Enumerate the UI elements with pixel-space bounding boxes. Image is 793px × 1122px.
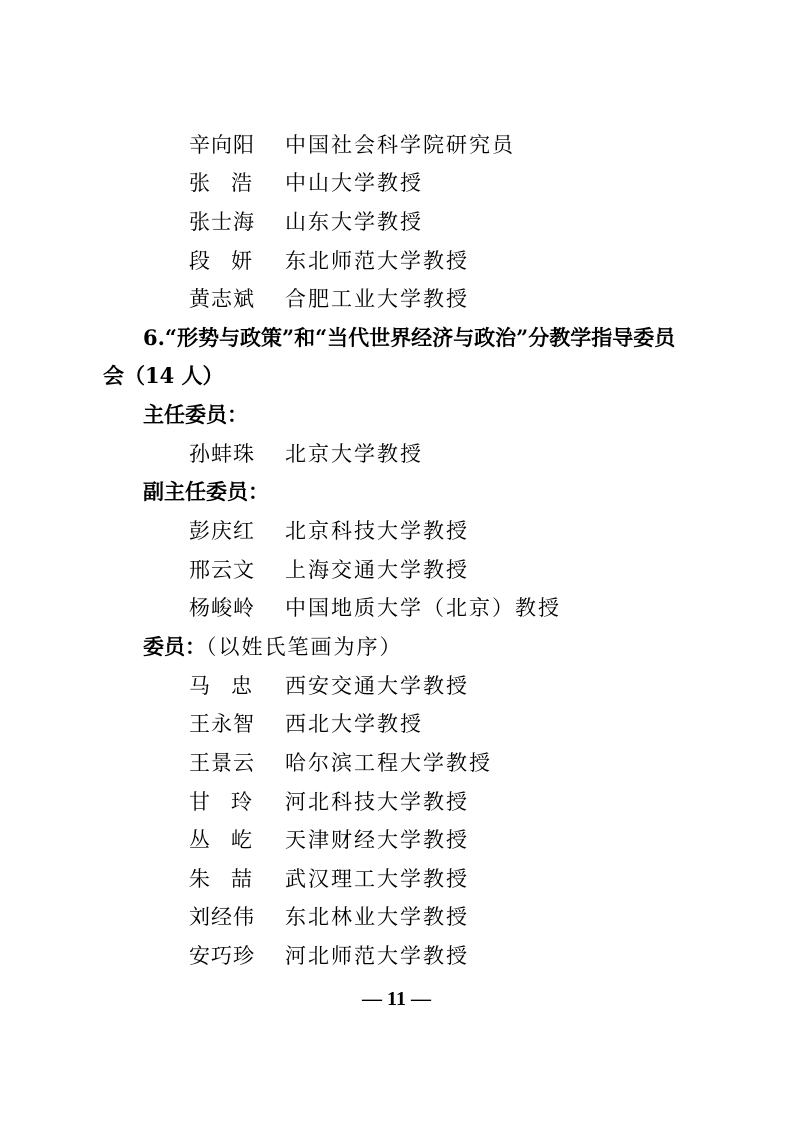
- member-row: [0, 938, 793, 974]
- member-row: [0, 590, 793, 626]
- member-name-char: 玲: [231, 790, 252, 814]
- member-name: 杨峻岭: [189, 596, 255, 620]
- member-name: 辛向阳: [189, 133, 255, 157]
- member-name-char: 张: [189, 171, 210, 195]
- member-name-char: 忠: [231, 674, 252, 698]
- member-title: 北京科技大学教授: [285, 519, 469, 543]
- member-title: 中国地质大学（北京）教授: [285, 596, 561, 620]
- member-name-char: 甘: [189, 790, 210, 814]
- member-title: 东北林业大学教授: [285, 905, 469, 929]
- member-title: 东北师范大学教授: [285, 249, 469, 273]
- member-name: 安巧珍: [189, 944, 255, 968]
- member-title: 天津财经大学教授: [285, 828, 469, 852]
- member-name-char: 喆: [231, 867, 252, 891]
- member-row: [0, 436, 793, 472]
- director-label: 主任委员：: [143, 402, 248, 427]
- member-name-char: 马: [189, 674, 210, 698]
- deputy-label: 副主任委员：: [143, 479, 269, 504]
- member-name-char: 屹: [231, 828, 252, 852]
- member-name-char: 妍: [231, 249, 252, 273]
- member-row: [0, 204, 793, 240]
- committee-note: （以姓氏笔画为序）: [206, 635, 403, 659]
- page-number: — 11 —: [362, 988, 431, 1010]
- member-name-char: 朱: [189, 867, 210, 891]
- member-title: 中国社会科学院研究员: [285, 133, 515, 157]
- section-heading-line-1: 6.“形势与政策”和“当代世界经济与政治”分教学指导委员: [143, 325, 676, 350]
- member-name: 孙蚌珠: [189, 442, 255, 466]
- section-heading-line-2: 会（14 人）: [103, 363, 224, 388]
- committee-label: 委员：: [143, 634, 206, 659]
- member-title: 中山大学教授: [285, 171, 423, 195]
- member-title: 西安交通大学教授: [285, 674, 469, 698]
- member-row: [0, 165, 793, 201]
- member-title: 山东大学教授: [285, 210, 423, 234]
- member-name: 张士海: [189, 210, 255, 234]
- member-name-char: 浩: [231, 171, 252, 195]
- member-row: [0, 706, 793, 742]
- member-row: [0, 281, 793, 317]
- member-row: [0, 745, 793, 781]
- member-name: 黄志斌: [189, 287, 255, 311]
- member-title: 合肥工业大学教授: [285, 287, 469, 311]
- member-name: 王景云: [189, 751, 255, 775]
- member-row: [0, 552, 793, 588]
- member-name-char: 丛: [189, 828, 210, 852]
- member-row: [0, 784, 793, 820]
- member-name: 刘经伟: [189, 905, 255, 929]
- member-row: [0, 822, 793, 858]
- member-row: [0, 513, 793, 549]
- member-title: 河北科技大学教授: [285, 790, 469, 814]
- member-title: 哈尔滨工程大学教授: [285, 751, 492, 775]
- member-title: 河北师范大学教授: [285, 944, 469, 968]
- member-row: [0, 127, 793, 163]
- member-row: [0, 861, 793, 897]
- member-title: 北京大学教授: [285, 442, 423, 466]
- member-name: 王永智: [189, 712, 255, 736]
- member-row: [0, 668, 793, 704]
- member-title: 上海交通大学教授: [285, 558, 469, 582]
- member-title: 武汉理工大学教授: [285, 867, 469, 891]
- member-title: 西北大学教授: [285, 712, 423, 736]
- member-name: 邢云文: [189, 558, 255, 582]
- member-name-char: 段: [189, 249, 210, 273]
- committee-label-line: [143, 629, 403, 665]
- member-name: 彭庆红: [189, 519, 255, 543]
- member-row: [0, 243, 793, 279]
- member-row: [0, 899, 793, 935]
